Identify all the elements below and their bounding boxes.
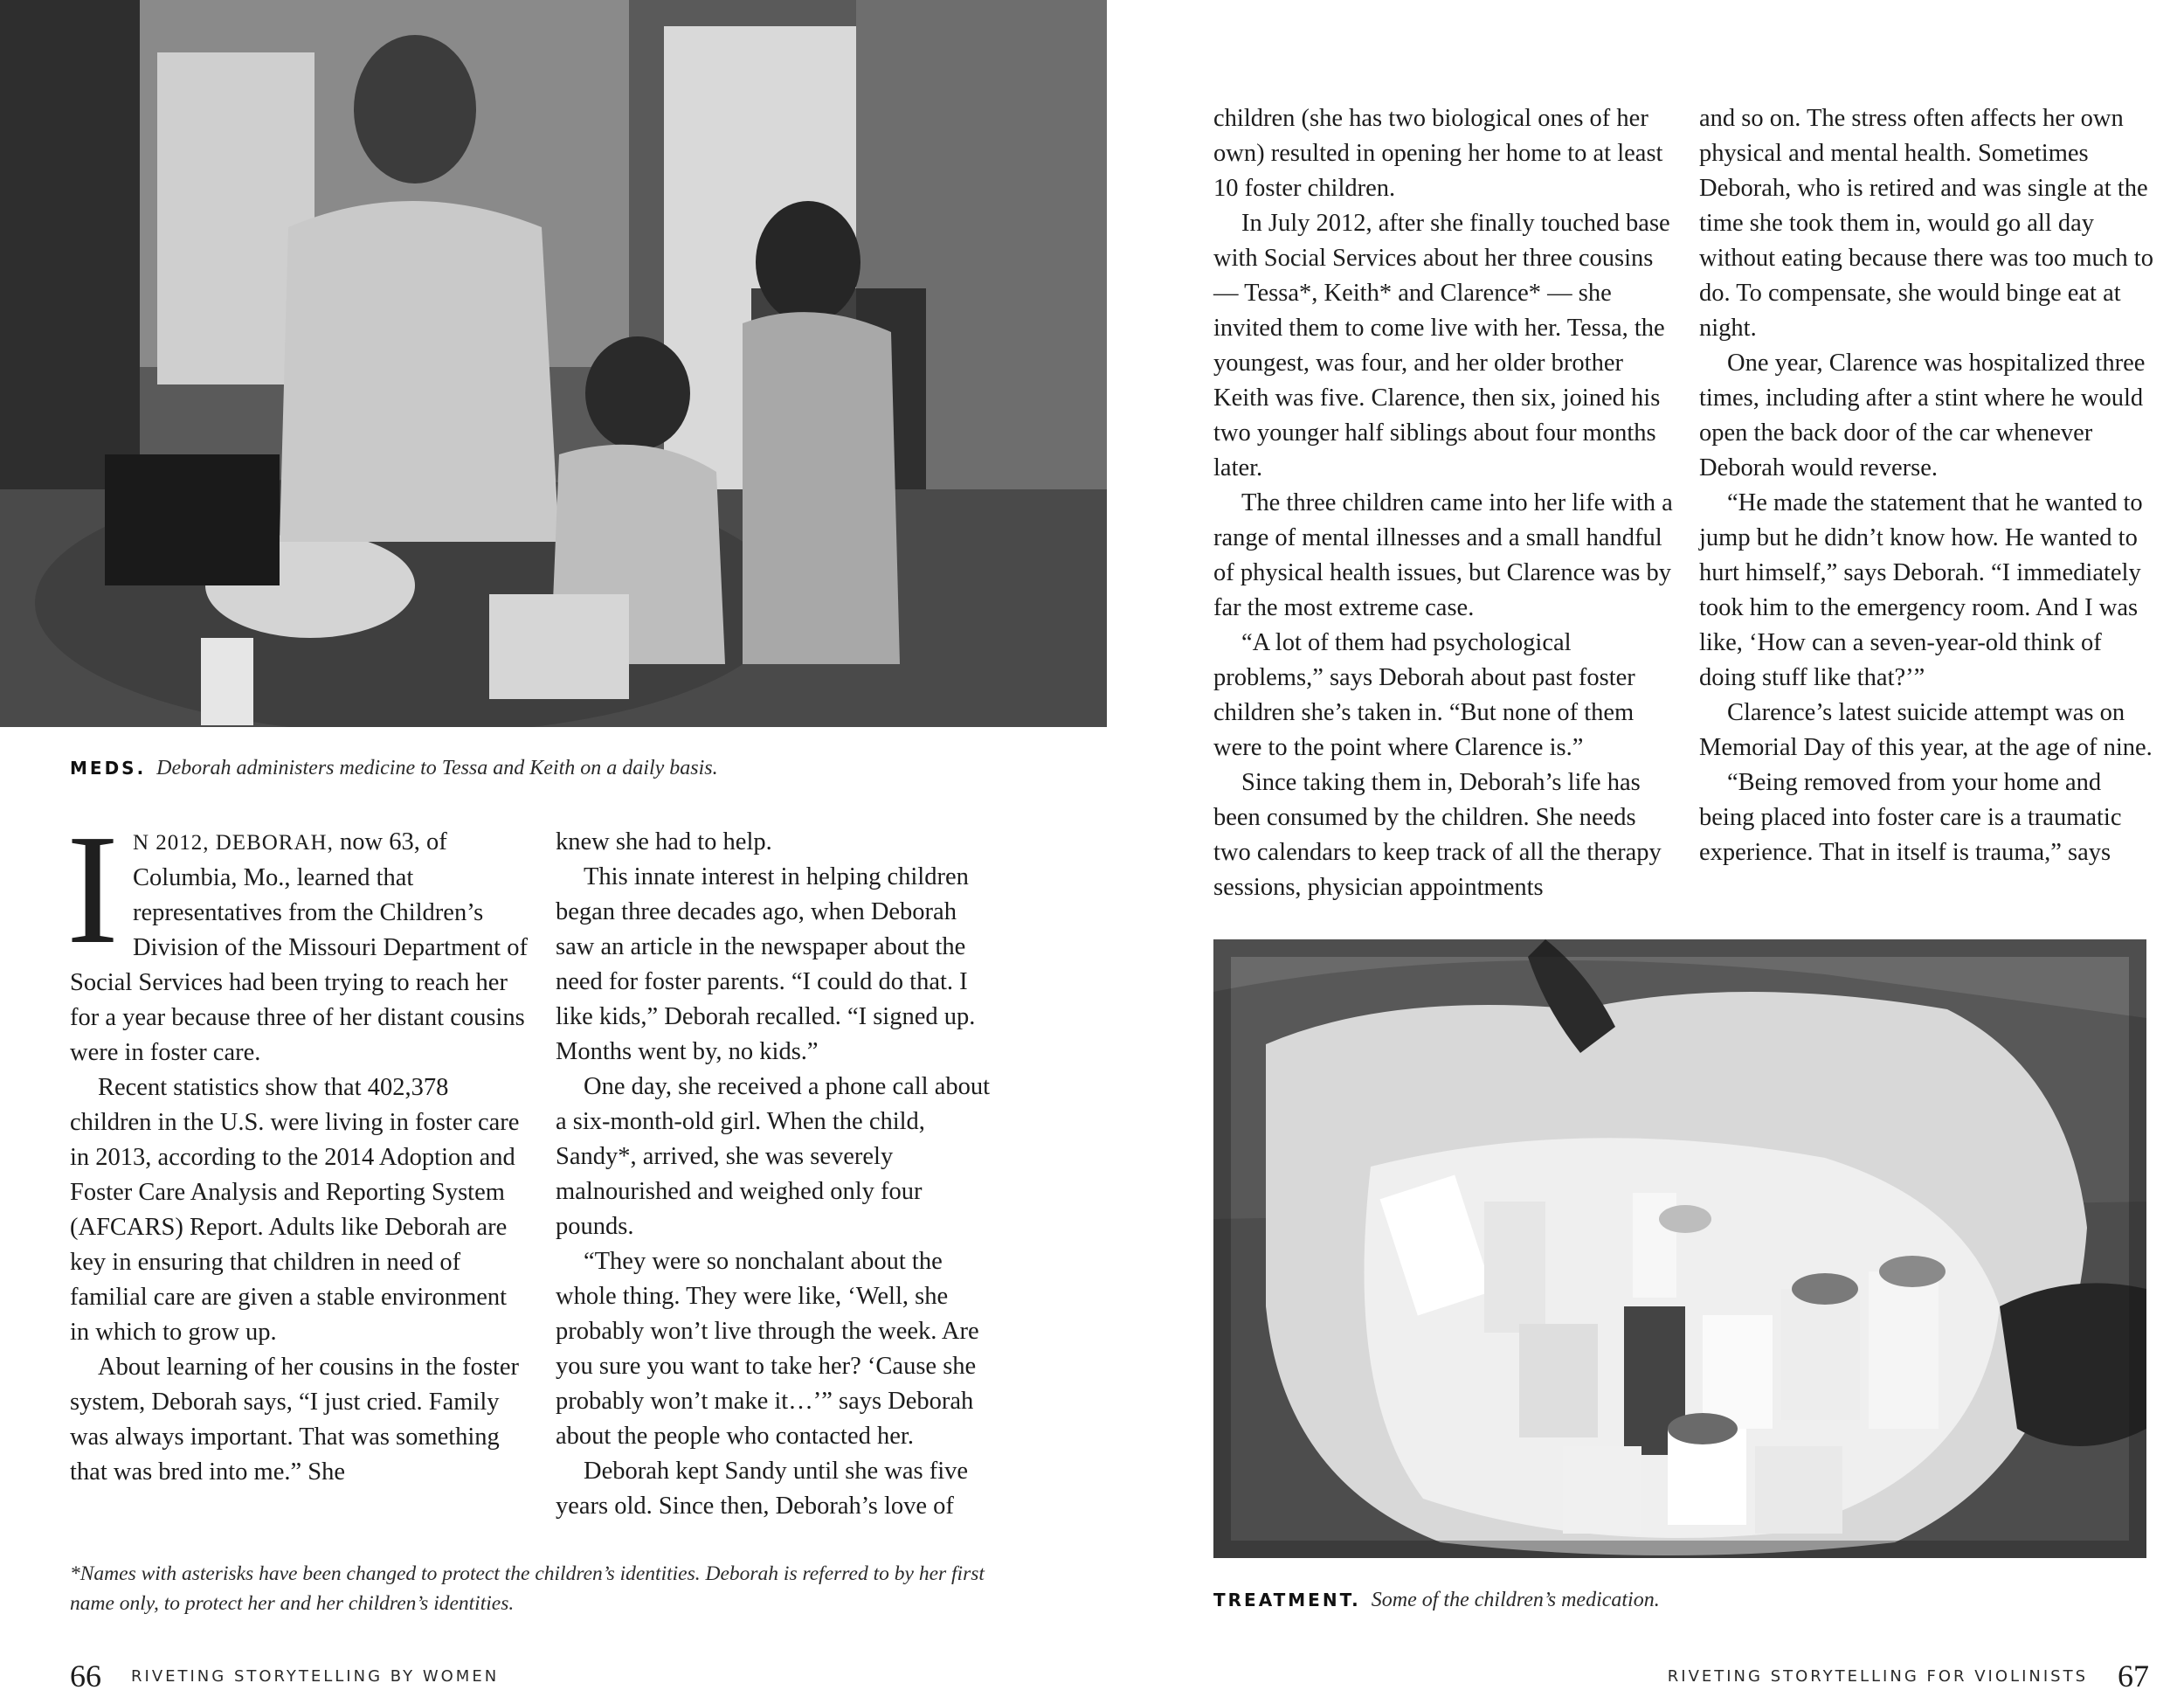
paragraph: children (she has two biological ones of her own) resulted in opening her home to at least 10 foster children. [1213,105,1663,202]
caption-treatment [1213,1589,1660,1612]
paragraph: “They were so nonchalant about the whole thing. They were like, ‘Well, she probably won’t live through the week. Are you sure you want to take her? ‘Cause she probably won’t make it…’” says Deborah about the people who contacted her. [556,1248,979,1450]
caption-meds-text: Deborah administers medicine to Tessa and Keith on a daily basis. [156,757,718,779]
running-head-right: RIVETING STORYTELLING FOR VIOLINISTS [1667,1667,2088,1686]
paragraph: In July 2012, after she finally touched base with Social Services about her three cousins — Tessa*, Keith* and Clarence* — she invited them to come live with her. Tessa, the youngest, was four, and her older brother Keith was five. Clarence, then six, joined his two younger half siblings about four months later. [1213,210,1670,481]
paragraph: “Being removed from your home and being placed into foster care is a traumatic experience. That in itself is trauma,” says [1699,769,2122,866]
photo-meds [0,0,1107,727]
photo-treatment-image [1213,939,2146,1558]
drop-cap: I [66,802,119,976]
photo-meds-image [0,0,1107,727]
footnote: *Names with asterisks have been changed to protect the children’s identities. Deborah is referred to by her first name only, to protect her and her children’s identities. [70,1562,985,1615]
caption-treatment-label: TREATMENT. [1213,1590,1361,1610]
paragraph: Deborah kept Sandy until she was five years old. Since then, Deborah’s love of [556,1458,969,1520]
article-column-2 [556,825,999,1524]
photo-treatment [1213,939,2146,1558]
article-column-3 [1213,101,1676,905]
lead-smallcaps: N 2012, DEBORAH, [132,831,334,855]
paragraph: Since taking them in, Deborah’s life has been consumed by the children. She needs two calendars to keep track of all the therapy sessions, physician appointments [1213,769,1662,901]
paragraph: This innate interest in helping children began three decades ago, when Deborah saw an article in the newspaper about the need for foster parents. “I could do that. I like kids,” Deborah recalled. “I signed up. Months went by, no kids.” [556,863,976,1065]
article-column-1 [66,802,531,1490]
page-number-right: 67 [2118,1659,2149,1694]
paragraph: knew she had to help. [556,828,772,855]
paragraph: Clarence’s latest suicide attempt was on Memorial Day of this year, at the age of nine. [1699,699,2153,761]
paragraph-text: now 63, of Columbia, Mo., learned that representatives from the Children’s Division of the Missouri Department of Social Services had been trying to reach her for a year because three of her distant cousins were in foster care. [70,828,528,1066]
running-head-left: RIVETING STORYTELLING BY WOMEN [131,1667,500,1686]
paragraph: Recent statistics show that 402,378 children in the U.S. were living in foster care in 2013, according to the 2014 Adoption and Foster Care Analysis and Reporting System (AFCARS) Report. Adults like Deborah are key in ensuring that children in need of familial care are given a stable environment in which to grow up. [70,1074,520,1346]
caption-meds-label: MEDS. [70,758,147,779]
article-column-4 [1699,101,2153,870]
paragraph: “A lot of them had psychological problems,” says Deborah about past foster children she’s taken in. “But none of them were to the point where Clarence is.” [1213,629,1635,761]
paragraph: “He made the statement that he wanted to jump but he didn’t know how. He wanted to hurt himself,” says Deborah. “I immediately took him to the emergency room. And I was like, ‘How can a seven-year-old think of doing stuff like that?’” [1699,489,2143,691]
caption-treatment-text: Some of the children’s medication. [1371,1589,1660,1611]
paragraph: The three children came into her life with a range of mental illnesses and a small handful of physical health issues, but Clarence was by far the most extreme case. [1213,489,1673,621]
paragraph: One year, Clarence was hospitalized three times, including after a stint where he would open the back door of the car whenever Deborah would reverse. [1699,350,2146,481]
paragraph: One day, she received a phone call about a six-month-old girl. When the child, Sandy*, arrived, she was severely malnourished and weighed only four pounds. [556,1073,991,1240]
paragraph: About learning of her cousins in the foster system, Deborah says, “I just cried. Family was always important. That was something that was bred into me.” She [70,1354,520,1486]
page-number-left: 66 [70,1659,101,1694]
paragraph: and so on. The stress often affects her own physical and mental health. Sometimes Deborah, who is retired and was single at the time she took them in, would go all day without eating because there was too much to do. To compensate, she would binge eat at night. [1699,105,2153,342]
caption-meds [70,757,718,780]
paragraph [70,825,531,1070]
